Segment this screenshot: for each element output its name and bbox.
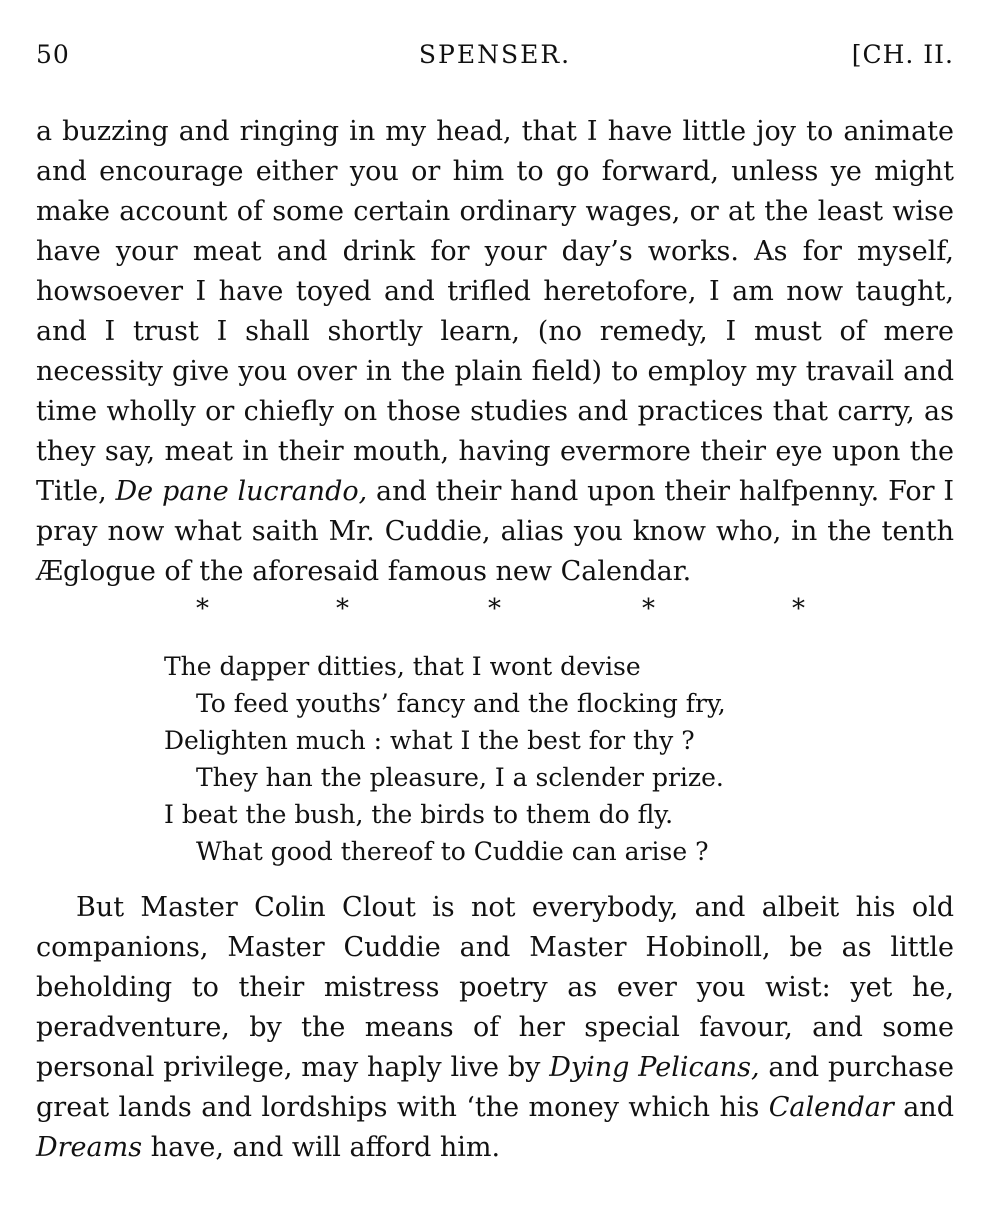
text-run: and their hand upon their halfpenny. For I pray now what saith Mr. Cuddie, alias you know who, in the tenth Æglogue of the aforesaid famous new Calendar. — [36, 476, 954, 587]
paragraph-2 — [36, 888, 954, 1168]
running-header — [36, 40, 954, 80]
text-run: and purchase great lands and lordships with ‘the money which his — [36, 1052, 954, 1123]
asterisk: * — [336, 594, 349, 624]
verse-line: They han the pleasure, I a sclender prize. — [196, 763, 724, 792]
page-number: 50 — [36, 40, 70, 69]
verse-line: Delighten much : what I the best for thy ? — [164, 726, 695, 755]
text-run: a buzzing and ringing in my head, that I have little joy to animate and encourage either you or him to go forward, unless ye might make account of some certain ordinary wages, or at the least wise have your meat and drink for your day’s works. As for myself, howsoever I have toyed and trifled heretofore, I am now taught, and I trust I shall shortly learn, (no remedy, I must of mere necessity give you over in the plain field) to employ my travail and time wholly or chiefly on those studies and practices that carry, as they say, meat in their mouth, having evermore their eye upon the Title, — [36, 116, 954, 507]
asterisk: * — [488, 594, 501, 624]
italic-title: Dying Pelicans, — [549, 1052, 760, 1083]
chapter-label: [CH. II. — [851, 40, 954, 69]
running-title: SPENSER. — [418, 40, 572, 69]
italic-title: Dreams — [36, 1132, 143, 1163]
italic-title: Calendar — [768, 1092, 894, 1123]
asterism-divider — [36, 592, 954, 642]
asterisk: * — [196, 594, 209, 624]
asterisk: * — [642, 594, 655, 624]
book-page — [36, 40, 954, 1168]
asterisk: * — [792, 594, 805, 624]
verse-line: I beat the bush, the birds to them do fly. — [164, 800, 674, 829]
verse-line: The dapper ditties, that I wont devise — [164, 652, 641, 681]
text-run: have, and will afford him. — [142, 1132, 501, 1163]
text-run: and — [893, 1092, 954, 1123]
body-text — [36, 112, 954, 592]
verse-line: To feed youths’ fancy and the flocking fry, — [196, 689, 726, 718]
body-text-continued — [36, 888, 954, 1168]
text-run: But Master Colin Clout is not everybody, and albeit his old companions, Master Cuddie and Master Hobinoll, be as little beholding to their mistress poetry as ever you wist: yet he, peradventure, by the means of her special favour, and some personal privilege, may haply live by — [36, 892, 954, 1083]
verse-block — [164, 648, 954, 870]
italic-title: De pane lucrando, — [115, 476, 368, 507]
verse-line: What good thereof to Cuddie can arise ? — [196, 837, 709, 866]
paragraph-1 — [36, 112, 954, 592]
